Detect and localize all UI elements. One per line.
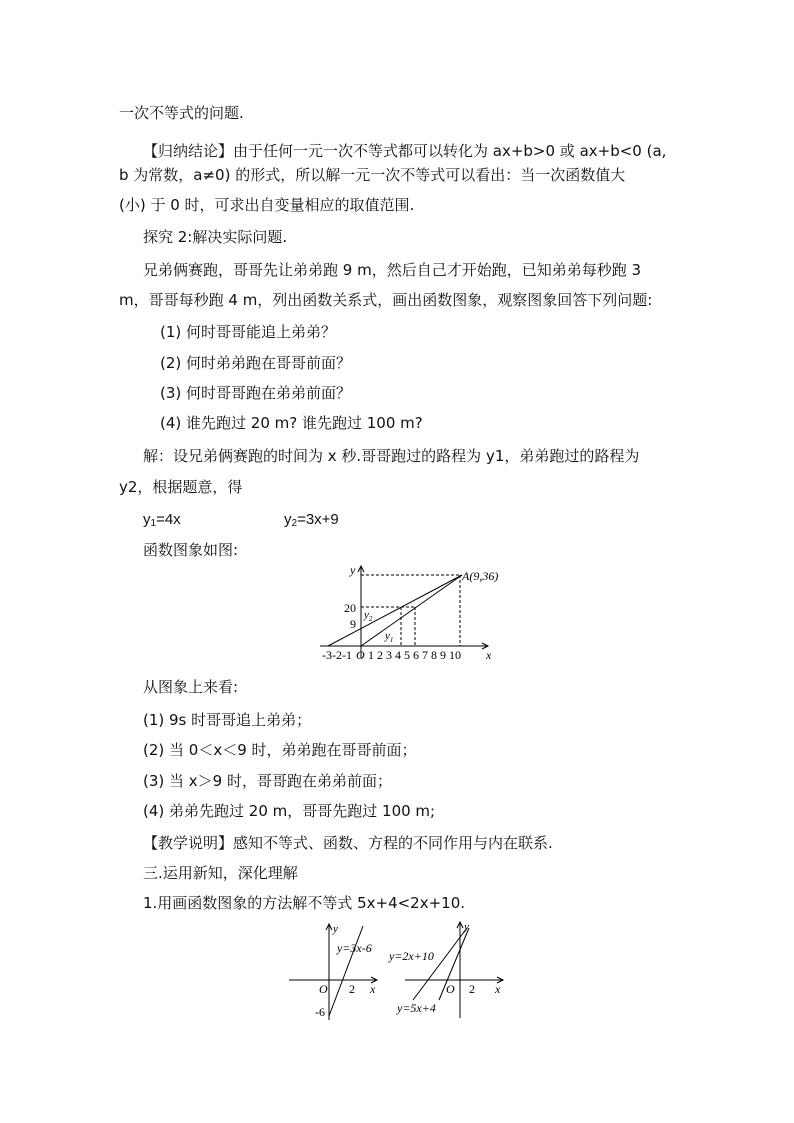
equation-y1: $y_1=4x$ xyxy=(143,511,181,529)
line-y2-label: $y_2$ xyxy=(364,609,373,623)
answer-1: (1) 9s 时哥哥追上弟弟； xyxy=(143,711,312,729)
origin-label: O xyxy=(356,648,365,662)
line-5x+4-label: y=5x+4 xyxy=(397,1001,436,1015)
question-3: (3) 何时哥哥跑在弟弟前面？ xyxy=(160,384,352,402)
graph-intro: 函数图象如图: xyxy=(143,541,239,559)
race-function-graph xyxy=(310,560,520,665)
solution-line-1: 解：设兄弟俩赛跑的时间为 x 秒.哥哥跑过的路程为 y1，弟弟跑过的路程为 xyxy=(143,447,640,465)
x-axis-label: x xyxy=(495,982,501,996)
line-2x+10-label: y=2x+10 xyxy=(389,949,434,963)
x-tick-2: 2 xyxy=(349,982,355,996)
question-1: (1) 何时哥哥能追上弟弟？ xyxy=(160,323,337,341)
x-ticks-negative: -3-2-1 xyxy=(322,648,352,662)
graph-y-2x-plus-10-and-5x-plus-4 xyxy=(385,918,515,1018)
equation-y2: $y_2=3x+9$ xyxy=(284,511,339,529)
x-axis-label: x xyxy=(370,982,376,996)
solution-line-2: y2，根据题意，得 xyxy=(119,478,243,496)
y-axis-label: y xyxy=(333,923,338,935)
section-3-heading: 三.运用新知，深化理解 xyxy=(143,864,298,882)
x-ticks-positive: 1 2 3 4 5 6 7 8 9 10 xyxy=(368,648,461,662)
question-2: (2) 何时弟弟跑在哥哥前面？ xyxy=(160,354,352,372)
observation-intro: 从图象上来看: xyxy=(143,678,239,696)
paragraph-intro-tail: 一次不等式的问题. xyxy=(119,104,244,122)
y-axis-label: y xyxy=(464,921,469,933)
question-4: (4) 谁先跑过 20 m? 谁先跑过 100 m? xyxy=(160,414,423,432)
y-tick-20: 20 xyxy=(344,601,356,615)
origin-label: O xyxy=(446,982,455,996)
answer-4: (4) 弟弟先跑过 20 m，哥哥先跑过 100 m; xyxy=(143,802,436,820)
x-tick-2: 2 xyxy=(469,982,475,996)
x-axis-label: x xyxy=(486,648,492,662)
summary-line-2: b 为常数，a≠0) 的形式，所以解一元一次不等式可以看出：当一次函数值大 xyxy=(119,166,626,184)
problem-line-2: m，哥哥每秒跑 4 m，列出函数关系式，画出函数图象，观察图象回答下列问题: xyxy=(119,291,653,309)
y-tick-9: 9 xyxy=(350,617,356,631)
summary-line-3: (小) 于 0 时，可求出自变量相应的取值范围. xyxy=(119,196,415,214)
line-3x-6 xyxy=(329,926,363,1016)
origin-label: O xyxy=(319,982,328,996)
line-y1-label: $y_1$ xyxy=(385,630,394,644)
graph-y-3x-minus-6 xyxy=(285,920,385,1020)
line-y1 xyxy=(361,575,462,646)
line-2x+10 xyxy=(413,928,467,1000)
point-a-label: A(9,36) xyxy=(462,569,499,583)
explore-2-heading: 探究 2:解决实际问题. xyxy=(143,228,288,246)
exercise-1: 1.用画函数图象的方法解不等式 5x+4<2x+10. xyxy=(143,894,466,912)
problem-line-1: 兄弟俩赛跑，哥哥先让弟弟跑 9 m，然后自己才开始跑，已知弟弟每秒跑 3 xyxy=(143,261,642,279)
summary-line-1: 【归纳结论】由于任何一元一次不等式都可以转化为 ax+b>0 或 ax+b<0 (a, xyxy=(143,142,667,160)
y-axis-label: y xyxy=(350,563,356,577)
answer-2: (2) 当 0＜x＜9 时，弟弟跑在哥哥前面； xyxy=(143,741,417,759)
line-label: y=3x-6 xyxy=(337,941,372,955)
answer-3: (3) 当 x＞9 时，哥哥跑在弟弟前面； xyxy=(143,772,392,790)
y-tick-neg6: -6 xyxy=(315,1005,325,1019)
teaching-note: 【教学说明】感知不等式、函数、方程的不同作用与内在联系. xyxy=(143,834,553,852)
